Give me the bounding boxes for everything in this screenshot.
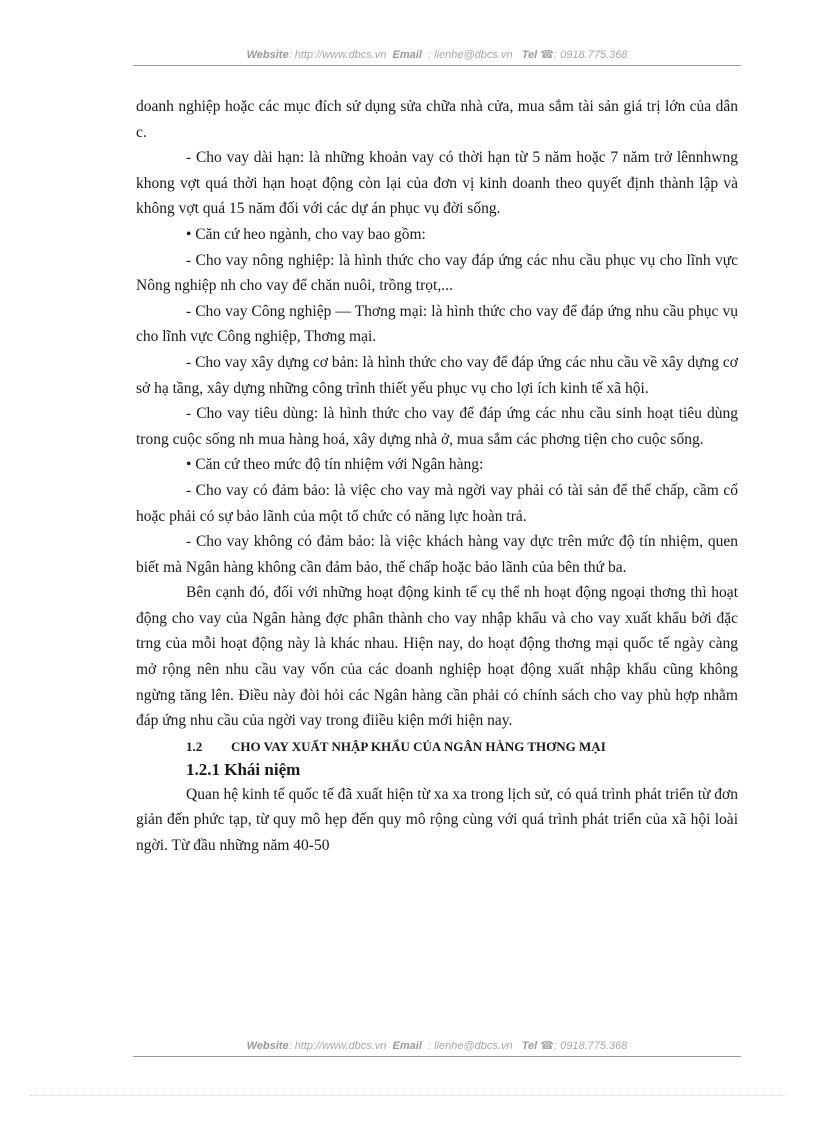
section-heading [186,736,738,758]
tel-value: : 0918.775.368 [554,1040,628,1052]
footer-rule [133,1056,741,1057]
tel-value: : 0918.775.368 [554,49,628,61]
phone-icon: ☎ [540,1040,554,1052]
paragraph: - Cho vay Công nghiệp — Thơng mại: là hình thức cho vay để đáp ứng nhu cầu phục vụ cho lĩnh vực Công nghiệp, Thơng mại. [136,302,738,346]
paragraph: - Cho vay xây dựng cơ bản: là hình thức cho vay để đáp ứng các nhu cầu về xây dựng cơ sở hạ tầng, xây dựng những công trình thiết yếu phục vụ cho lợi ích kinh tế xã hội. [136,353,738,397]
subsection-heading: 1.2.1 Khái niệm [186,759,301,779]
bullet-heading: • Căn cứ heo ngành, cho vay bao gồm: [186,225,426,243]
page-bottom-dotted-line [30,1095,786,1096]
header-rule [133,65,741,66]
page-header [133,48,741,61]
paragraph: - Cho vay có đảm bảo: là việc cho vay mà ngời vay phải có tài sản để thế chấp, cầm cố hoặc phải có sự bảo lãnh của một tổ chức có năng lực hoàn trả. [136,481,738,525]
website-label: Website [246,1040,289,1052]
tel-label: Tel [521,49,538,61]
website-value: : http://www.dbcs.vn [288,1040,387,1052]
paragraph: doanh nghiệp hoặc các mục đích sử dụng sửa chữa nhà cửa, mua sắm tài sản giá trị lớn của dân c. [136,98,738,141]
section-title: CHO VAY XUẤT NHẬP KHẨU CỦA NGÂN HÀNG THƠNG MẠI [231,738,606,754]
section-number: 1.2 [186,738,203,754]
email-value: : lienhe@dbcs.vn [428,49,513,61]
phone-icon: ☎ [540,49,554,61]
email-label: Email [392,1040,422,1052]
bullet-heading: • Căn cứ theo mức độ tín nhiệm với Ngân hàng: [186,456,484,474]
website-label: Website [246,49,289,61]
paragraph: Quan hệ kinh tế quốc tế đã xuất hiện từ xa xa trong lịch sử, có quá trình phát triển từ đơn giản đến phức tạp, từ quy mô hẹp đến quy mô rộng cùng với quá trình phát triển của xã hội loài ngời. Từ đầu những năm 40-50 [136,785,738,855]
tel-label: Tel [521,1040,538,1052]
email-value: : lienhe@dbcs.vn [428,1040,513,1052]
page-footer [133,1039,741,1052]
website-value: : http://www.dbcs.vn [288,49,387,61]
email-label: Email [392,49,422,61]
paragraph: - Cho vay nông nghiệp: là hình thức cho vay đáp ứng các nhu cầu phục vụ cho lĩnh vực Nông nghiệp nh cho vay để chăn nuôi, trồng trọt,... [136,251,738,295]
paragraph: - Cho vay dài hạn: là những khoản vay có thời hạn từ 5 năm hoặc 7 năm trở lênnhwng khong vợt quá thời hạn hoạt động còn lại của đơn vị kinh doanh theo quyết định thành lập và không vợt quá 15 năm đối với các dự án phục vụ đời sống. [136,149,738,218]
paragraph: - Cho vay tiêu dùng: là hình thức cho vay để đáp ứng các nhu cầu sinh hoạt tiêu dùng trong cuộc sống nh mua hàng hoá, xây dựng nhà ở, mua sắm các phơng tiện cho cuộc sống. [136,405,738,448]
paragraph: Bên cạnh đó, đối với những hoạt động kinh tế cụ thể nh hoạt động ngoại thơng thì hoạt động cho vay của Ngân hàng đợc phân thành cho vay nhập khẩu và cho vay xuất khẩu bởi đặc trng của mỗi hoạt động này là khác nhau. Hiện nay, do hoạt động thơng mại quốc tế ngày càng mở rộng nên nhu cầu vay vốn của các doanh nghiệp hoạt động xuất nhập khẩu cũng không ngừng tăng lên. Điều này đòi hỏi các Ngân hàng cần phải có chính sách cho vay phù hợp nhằm đáp ứng nhu cầu của ngời vay trong điiều kiện mới hiện nay. [136,584,738,730]
paragraph: - Cho vay không có đảm bảo: là việc khách hàng vay dực trên mức độ tín nhiệm, quen biết mà Ngân hàng không cần đảm bảo, thế chấp hoặc bảo lãnh của bên thứ ba. [136,533,738,576]
document-body [136,94,738,859]
